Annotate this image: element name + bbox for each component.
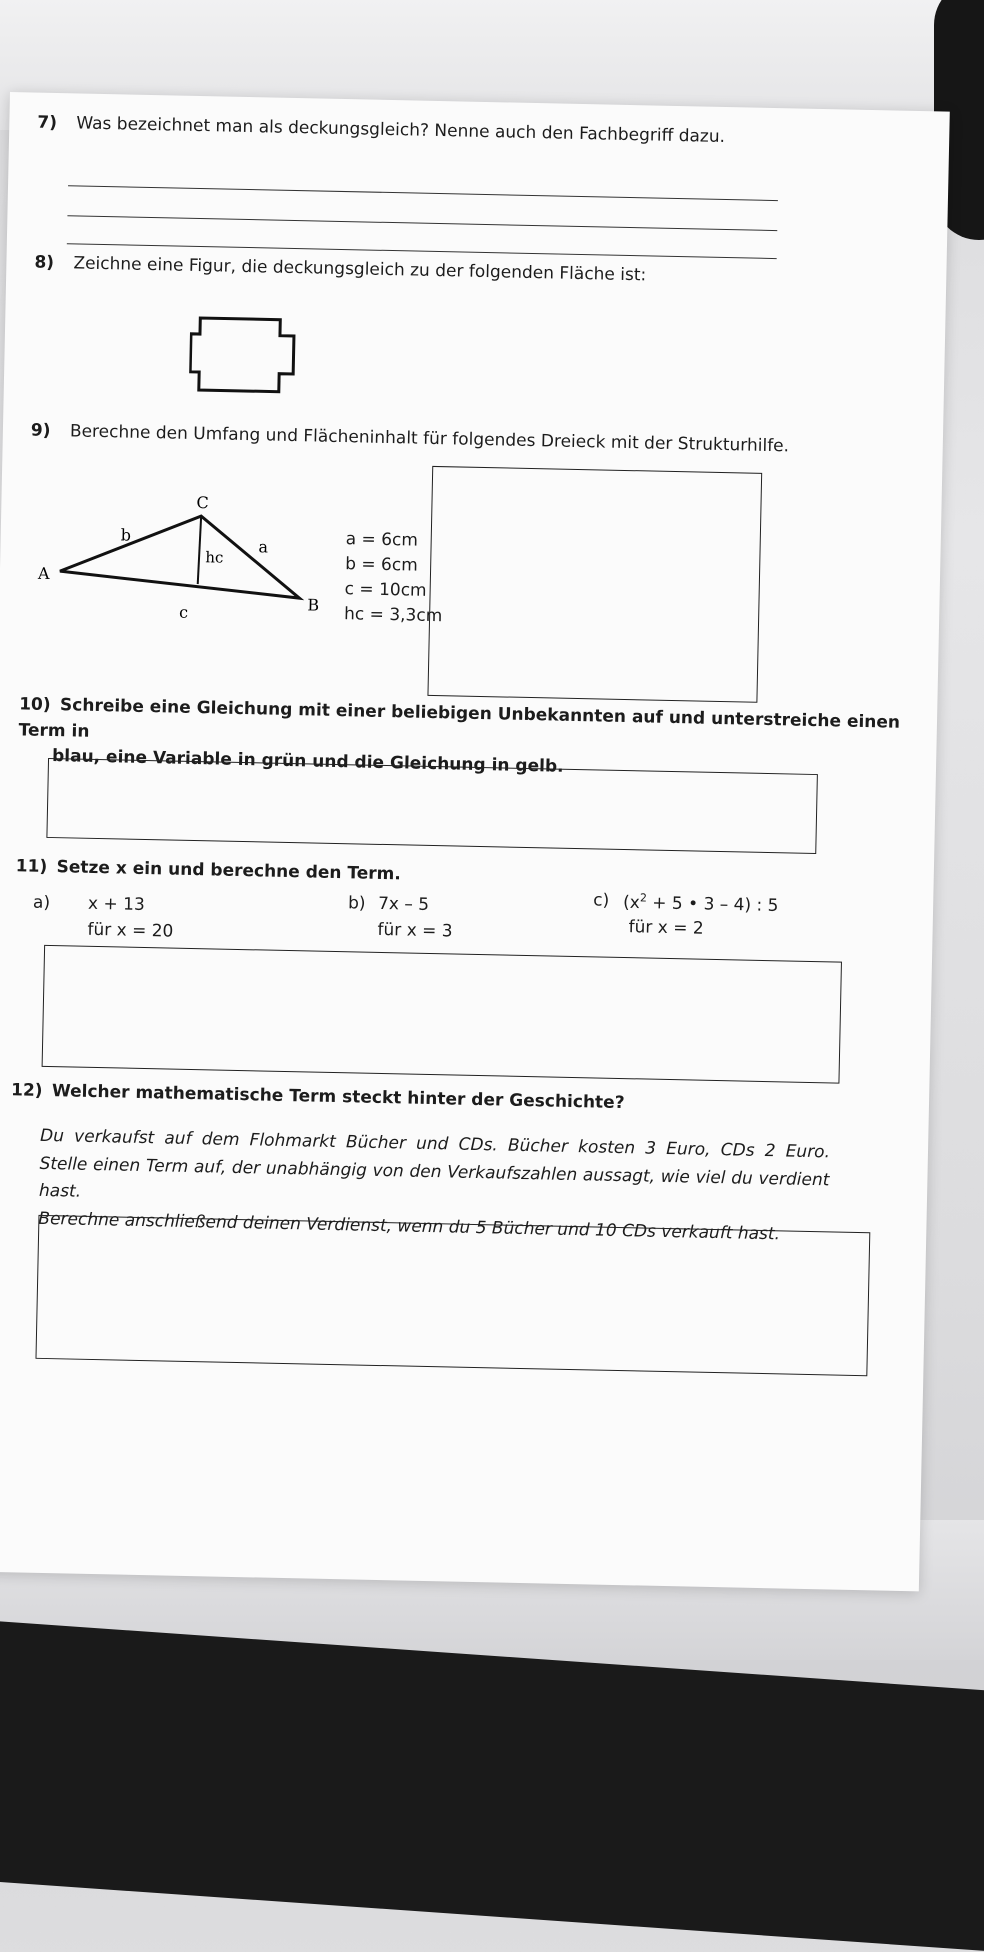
task-11c-term-end: + 5 • 3 – 4) : 5 — [646, 893, 779, 916]
question-9 — [31, 419, 790, 460]
answer-box-10[interactable] — [46, 758, 818, 854]
question-12-number: 12) — [10, 1080, 43, 1101]
task-11c-condition: für x = 2 — [628, 917, 704, 939]
side-a-label: a — [258, 537, 269, 557]
value-c: c = 10cm — [344, 579, 427, 601]
task-11c-term — [623, 891, 779, 916]
answer-line-1[interactable] — [68, 185, 778, 201]
height-line — [198, 516, 201, 584]
task-11c-label: c) — [592, 890, 610, 911]
task-11b — [347, 893, 453, 942]
side-c-label: c — [178, 602, 189, 622]
task-11b-term: 7x – 5 — [377, 893, 430, 915]
question-8-number: 8) — [34, 252, 55, 273]
question-11-text: Setze x ein und berechne den Term. — [56, 857, 402, 885]
task-11a — [32, 892, 174, 942]
vertex-b-label: B — [307, 595, 320, 615]
task-11a-term: x + 13 — [87, 893, 145, 915]
question-7 — [37, 111, 725, 151]
congruent-figure — [189, 314, 301, 398]
task-11b-label: b) — [347, 893, 366, 914]
question-7-number: 7) — [37, 112, 58, 133]
vertex-a-label: A — [37, 563, 50, 583]
question-10-line-2: blau, eine Variable in grün und die Gleichung in gelb. — [51, 746, 564, 777]
value-b: b = 6cm — [344, 554, 418, 576]
answer-line-2[interactable] — [67, 215, 777, 231]
question-10-number: 10) — [18, 694, 51, 715]
task-11a-label: a) — [32, 892, 51, 914]
task-11b-condition: für x = 3 — [377, 919, 453, 942]
question-8-text: Zeichne eine Figur, die deckungsgleich zu der folgenden Fläche ist: — [73, 253, 647, 286]
story-line-1: Du verkaufst auf dem Flohmarkt Bücher und CDs. Bücher kosten 3 Euro, CDs 2 Euro. — [39, 1125, 831, 1163]
worksheet-page — [0, 92, 950, 1591]
story-line-2: Stelle einen Term auf, der unabhängig von den Verkaufszahlen aussagt, wie viel du verdient hast. — [38, 1153, 830, 1202]
answer-box-11[interactable] — [42, 945, 842, 1084]
question-12-text: Welcher mathematische Term steckt hinter der Geschichte? — [51, 1081, 625, 1114]
question-11-number: 11) — [15, 856, 48, 877]
question-8 — [34, 251, 646, 289]
dark-surface — [0, 1620, 984, 1952]
story-line-3: Berechne anschließend deinen Verdienst, wenn du 5 Bücher und 10 CDs verkauft hast. — [38, 1208, 781, 1244]
question-10-line-1: Schreibe eine Gleichung mit einer beliebigen Unbekannten auf und unterstreiche einen Term in — [18, 695, 901, 742]
height-label: hc — [205, 548, 224, 567]
answer-box-12[interactable] — [35, 1215, 870, 1376]
task-11c — [592, 890, 779, 939]
task-11a-condition: für x = 20 — [87, 919, 174, 942]
answer-box-9[interactable] — [427, 466, 762, 703]
task-11c-term-start: (x — [622, 892, 641, 914]
question-9-text: Berechne den Umfang und Flächeninhalt für folgendes Dreieck mit der Strukturhilfe. — [69, 421, 790, 457]
question-9-number: 9) — [30, 420, 51, 441]
side-b-label: b — [120, 525, 132, 545]
question-7-text: Was bezeichnet man als deckungsgleich? Nenne auch den Fachbegriff dazu. — [76, 113, 726, 147]
task-11c-exponent: 2 — [639, 891, 648, 905]
question-11 — [16, 854, 402, 888]
vertex-c-label: C — [196, 492, 209, 513]
value-a: a = 6cm — [345, 529, 419, 551]
figure-outline — [190, 318, 294, 392]
triangle-diagram — [28, 493, 331, 649]
value-hc: hc = 3,3cm — [343, 604, 443, 627]
question-12 — [11, 1078, 625, 1116]
